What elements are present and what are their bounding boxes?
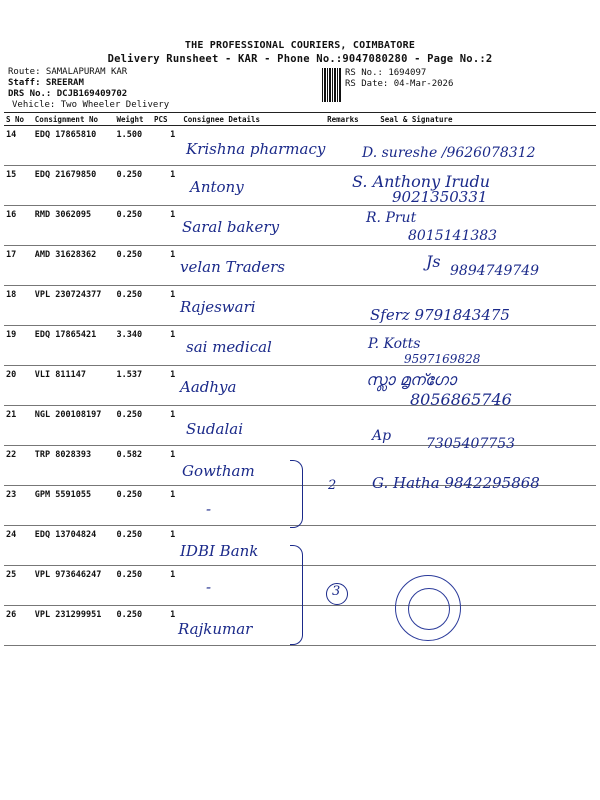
weight-cell: 0.250 <box>114 206 151 246</box>
consignment-cell: VPL 230724377 <box>33 286 115 326</box>
pcs-cell: 1 <box>152 126 181 166</box>
sno-cell: 18 <box>4 286 33 326</box>
rs-date: RS Date: 04-Mar-2026 <box>345 79 454 89</box>
consignment-cell: RMD 3062095 <box>33 206 115 246</box>
handwritten-consignee: Gowtham <box>182 462 255 480</box>
pcs-cell: 1 <box>152 166 181 206</box>
group-brace <box>290 545 303 645</box>
consignment-cell: TRP 8028393 <box>33 446 115 486</box>
sno-cell: 15 <box>4 166 33 206</box>
vehicle-label: Vehicle: Two Wheeler Delivery <box>12 100 170 110</box>
barcode <box>322 68 342 102</box>
signature-scrawl: Js <box>426 252 441 271</box>
remarks-note: 2 <box>328 478 337 493</box>
weight-cell: 3.340 <box>114 326 151 366</box>
company-title: THE PROFESSIONAL COURIERS, COIMBATORE <box>184 40 416 51</box>
pcs-cell: 1 <box>152 326 181 366</box>
weight-cell: 0.250 <box>114 406 151 446</box>
pcs-cell: 1 <box>152 606 181 646</box>
pcs-cell: 1 <box>152 486 181 526</box>
col-pcs: PCS <box>152 113 181 126</box>
handwritten-signature: 8056865746 <box>410 390 512 409</box>
pcs-cell: 1 <box>152 366 181 406</box>
consignment-cell: NGL 200108197 <box>33 406 115 446</box>
handwritten-signature: 7305407753 <box>426 436 516 452</box>
signature-scrawl: Ap <box>372 428 392 444</box>
sno-cell: 21 <box>4 406 33 446</box>
table-header-row <box>4 113 596 126</box>
consignment-cell: VPL 973646247 <box>33 566 115 606</box>
pcs-cell: 1 <box>152 286 181 326</box>
sno-cell: 24 <box>4 526 33 566</box>
sno-cell: 14 <box>4 126 33 166</box>
rubber-stamp <box>395 575 461 641</box>
consignment-cell: VLI 811147 <box>33 366 115 406</box>
weight-cell: 0.250 <box>114 486 151 526</box>
col-sno: S No <box>4 113 33 126</box>
handwritten-signature: Sferz 9791843475 <box>370 306 510 324</box>
pcs-cell: 1 <box>152 526 181 566</box>
handwritten-signature: D. sureshe /9626078312 <box>362 145 536 161</box>
handwritten-consignee: - <box>206 578 212 596</box>
consignment-cell: VPL 231299951 <box>33 606 115 646</box>
group-brace <box>290 460 303 528</box>
handwritten-signature: G. Hatha 9842295868 <box>372 474 540 492</box>
handwritten-signature: S. Anthony Irudu <box>352 172 491 191</box>
consignment-cell: GPM 5591055 <box>33 486 115 526</box>
table-row <box>4 326 596 366</box>
drs-number: DRS No.: DCJB169409702 <box>8 89 128 99</box>
pcs-cell: 1 <box>152 446 181 486</box>
handwritten-consignee: Saral bakery <box>182 218 280 236</box>
pcs-cell: 1 <box>152 566 181 606</box>
pcs-cell: 1 <box>152 406 181 446</box>
handwritten-signature: 9597169828 <box>404 352 481 366</box>
route-label: Route: SAMALAPURAM KAR <box>8 67 128 77</box>
weight-cell: 0.250 <box>114 286 151 326</box>
col-consignee: Consignee Details <box>181 113 325 126</box>
consignment-cell: EDQ 21679850 <box>33 166 115 206</box>
col-weight: Weight <box>114 113 151 126</box>
handwritten-consignee: Aadhya <box>180 378 237 396</box>
weight-cell: 0.250 <box>114 566 151 606</box>
consignment-cell: EDQ 13704824 <box>33 526 115 566</box>
pcs-cell: 1 <box>152 206 181 246</box>
handwritten-consignee: Antony <box>190 178 244 196</box>
signature-scrawl: സ്ലാ മൃന്ഗോ <box>366 370 456 389</box>
weight-cell: 0.250 <box>114 606 151 646</box>
handwritten-consignee: Rajeswari <box>180 298 256 316</box>
handwritten-signature: 8015141383 <box>408 228 498 244</box>
col-consignment: Consignment No <box>33 113 115 126</box>
sno-cell: 25 <box>4 566 33 606</box>
weight-cell: 1.537 <box>114 366 151 406</box>
sno-cell: 26 <box>4 606 33 646</box>
sno-cell: 16 <box>4 206 33 246</box>
handwritten-consignee: Rajkumar <box>178 620 253 638</box>
handwritten-signature: R. Prut <box>366 210 417 226</box>
handwritten-consignee: Sudalai <box>186 420 244 438</box>
handwritten-consignee: IDBI Bank <box>180 542 259 560</box>
handwritten-signature: P. Kotts <box>368 336 421 352</box>
sno-cell: 20 <box>4 366 33 406</box>
stamp-inner-ring <box>408 588 450 630</box>
rs-number: RS No.: 1694097 <box>345 68 427 78</box>
staff-label: Staff: SREERAM <box>8 78 84 88</box>
runsheet-subtitle: Delivery Runsheet - KAR - Phone No.:9047080280 - Page No.:2 <box>107 53 493 65</box>
sno-cell: 17 <box>4 246 33 286</box>
remarks-note: 3 <box>332 584 341 599</box>
sno-cell: 22 <box>4 446 33 486</box>
weight-cell: 0.250 <box>114 166 151 206</box>
handwritten-consignee: sai medical <box>186 338 272 356</box>
handwritten-consignee: velan Traders <box>180 258 285 276</box>
pcs-cell: 1 <box>152 246 181 286</box>
consignment-cell: EDQ 17865810 <box>33 126 115 166</box>
weight-cell: 1.500 <box>114 126 151 166</box>
handwritten-consignee: - <box>206 500 212 518</box>
handwritten-signature: 9894749749 <box>450 263 540 279</box>
sno-cell: 23 <box>4 486 33 526</box>
weight-cell: 0.250 <box>114 526 151 566</box>
col-remarks: Remarks <box>325 113 370 126</box>
sno-cell: 19 <box>4 326 33 366</box>
col-signature: Seal & Signature <box>370 113 596 126</box>
consignment-cell: EDQ 17865421 <box>33 326 115 366</box>
consignment-cell: AMD 31628362 <box>33 246 115 286</box>
weight-cell: 0.582 <box>114 446 151 486</box>
handwritten-signature: 9021350331 <box>392 188 488 206</box>
table-row <box>4 206 596 246</box>
table-row <box>4 166 596 206</box>
weight-cell: 0.250 <box>114 246 151 286</box>
handwritten-consignee: Krishna pharmacy <box>186 140 326 158</box>
